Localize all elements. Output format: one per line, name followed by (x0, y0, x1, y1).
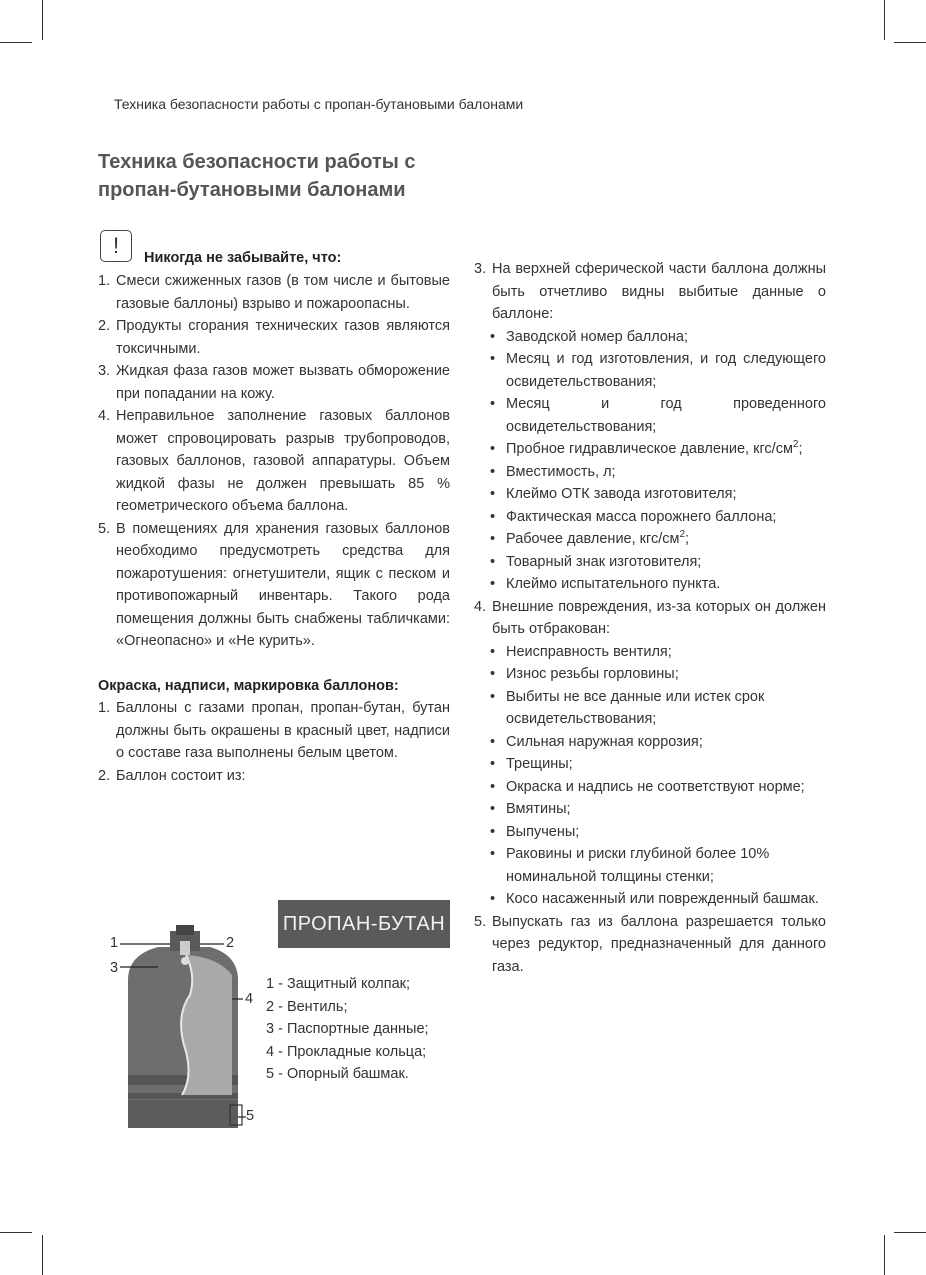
propane-butane-label: ПРОПАН-БУТАН (278, 900, 450, 948)
crop-mark (0, 42, 32, 43)
safety-list (98, 270, 450, 653)
page-title: Техника безопасности работы с пропан-бутановыми балонами (98, 151, 416, 201)
warning-title: Никогда не забывайте, что: (144, 250, 342, 266)
legend-item: 1 - Защитный колпак; (266, 976, 411, 992)
list-item: 1. Смеси сжиженных газов (в том числе и бытовые газовые баллоны) взрыво и пожароопасны. (98, 273, 450, 312)
list-item: 3. Жидкая фаза газов может вызвать обморожение при попадании на кожу. (98, 363, 450, 402)
left-column (98, 270, 450, 787)
crop-mark (884, 0, 885, 40)
legend-item: 3 - Паспортные данные; (266, 1021, 429, 1037)
crop-mark (894, 1232, 926, 1233)
inspection-list (474, 258, 826, 326)
bullet-item: • Косо насаженный или поврежденный башмак. (490, 891, 819, 907)
defects-list (474, 641, 826, 911)
legend-item: 5 - Опорный башмак. (266, 1066, 409, 1082)
marking-list (98, 697, 450, 787)
exclamation-icon: ! (100, 230, 132, 262)
crop-mark (42, 1235, 43, 1275)
right-column (474, 258, 826, 978)
running-head: Техника безопасности работы с пропан-бутановыми балонами (114, 96, 524, 112)
bullet-item: • Раковины и риски глубиной более 10% номинальной толщины стенки; (490, 846, 770, 885)
gas-cylinder-illustration (98, 895, 268, 1140)
bullet-item: • Клеймо ОТК завода изготовителя; (490, 486, 737, 502)
list-item: 1. Баллоны с газами пропан, пропан-бутан, бутан должны быть окрашены в красный цвет, надписи о составе газа выполнены белым цветом. (98, 700, 450, 761)
list-item: 4. Внешние повреждения, из-за которых он должен быть отбракован: (474, 598, 826, 637)
figure-legend (266, 973, 429, 1086)
bullet-item: • Рабочее давление, кгс/$см^2$; (490, 529, 690, 547)
bullet-item: • Износ резьбы горловины; (490, 666, 679, 682)
callout-2: 2 (226, 935, 235, 951)
list-item: 5. Выпускать газ из баллона разрешается только через редуктор, предназначенный для данного газа. (474, 913, 826, 975)
bullet-item: • Окраска и надпись не соответствуют норме; (490, 778, 805, 795)
list-item: 4. Неправильное заполнение газовых баллонов может спровоцировать разрыв трубопроводов, газовых баллонов, газовой аппаратуры. Объем жидкой фазы не должен превышать 85 % геометрического объема баллона. (98, 408, 450, 514)
cylinder-figure (98, 895, 458, 1140)
damage-list (474, 596, 826, 641)
list-item: 2. Баллон состоит из: (98, 767, 246, 784)
bullet-item: • Выпучены; (490, 823, 580, 840)
bullet-item: • Заводской номер баллона; (490, 328, 689, 345)
bullet-item: • Товарный знак изготовителя; (490, 553, 702, 570)
crop-mark (0, 1232, 32, 1233)
bullet-item: • Вместимость, л; (490, 463, 616, 480)
list-item: 3. На верхней сферической части баллона должны быть отчетливо видны выбитые данные о баллоне: (474, 261, 826, 322)
discharge-list (474, 911, 826, 979)
bullet-item: • Вмятины; (490, 801, 571, 817)
callout-1: 1 (110, 935, 119, 951)
callout-3: 3 (110, 960, 119, 976)
bullet-item: • Месяц и год изготовления, и год следующего освидетельствования; (490, 351, 826, 390)
callout-4: 4 (245, 991, 254, 1007)
list-item: 5. В помещениях для хранения газовых баллонов необходимо предусмотреть средства для пожаротушения: огнетушители, ящик с песком и противопожарный инвентарь. Такого рода помещения должны быть снабжены табличками: «Огнеопасно» и «Не курить». (98, 520, 450, 649)
section-title: Окраска, надписи, маркировка баллонов: (98, 677, 399, 694)
list-item: 2. Продукты сгорания технических газов являются токсичными. (98, 318, 450, 357)
bullet-item: • Трещины; (490, 756, 573, 772)
crop-mark (42, 0, 43, 40)
legend-item: 4 - Прокладные кольца; (266, 1043, 427, 1060)
bullet-item: • Сильная наружная коррозия; (490, 733, 703, 750)
crop-mark (894, 42, 926, 43)
bullet-item: • Выбиты не все данные или истек срок освидетельствования; (490, 688, 765, 727)
legend-item: 2 - Вентиль; (266, 998, 348, 1015)
bullet-item: • Пробное гидравлическое давление, кгс/$см^2$; (490, 439, 803, 457)
bullet-item: • Клеймо испытательного пункта. (490, 576, 721, 592)
crop-mark (884, 1235, 885, 1275)
stamp-data-list (474, 326, 826, 596)
bullet-item: • Месяц и год проведенного освидетельствования; (490, 396, 826, 435)
bullet-item: • Неисправность вентиля; (490, 643, 672, 660)
bullet-item: • Фактическая масса порожнего баллона; (490, 508, 777, 525)
callout-5: 5 (246, 1108, 255, 1124)
